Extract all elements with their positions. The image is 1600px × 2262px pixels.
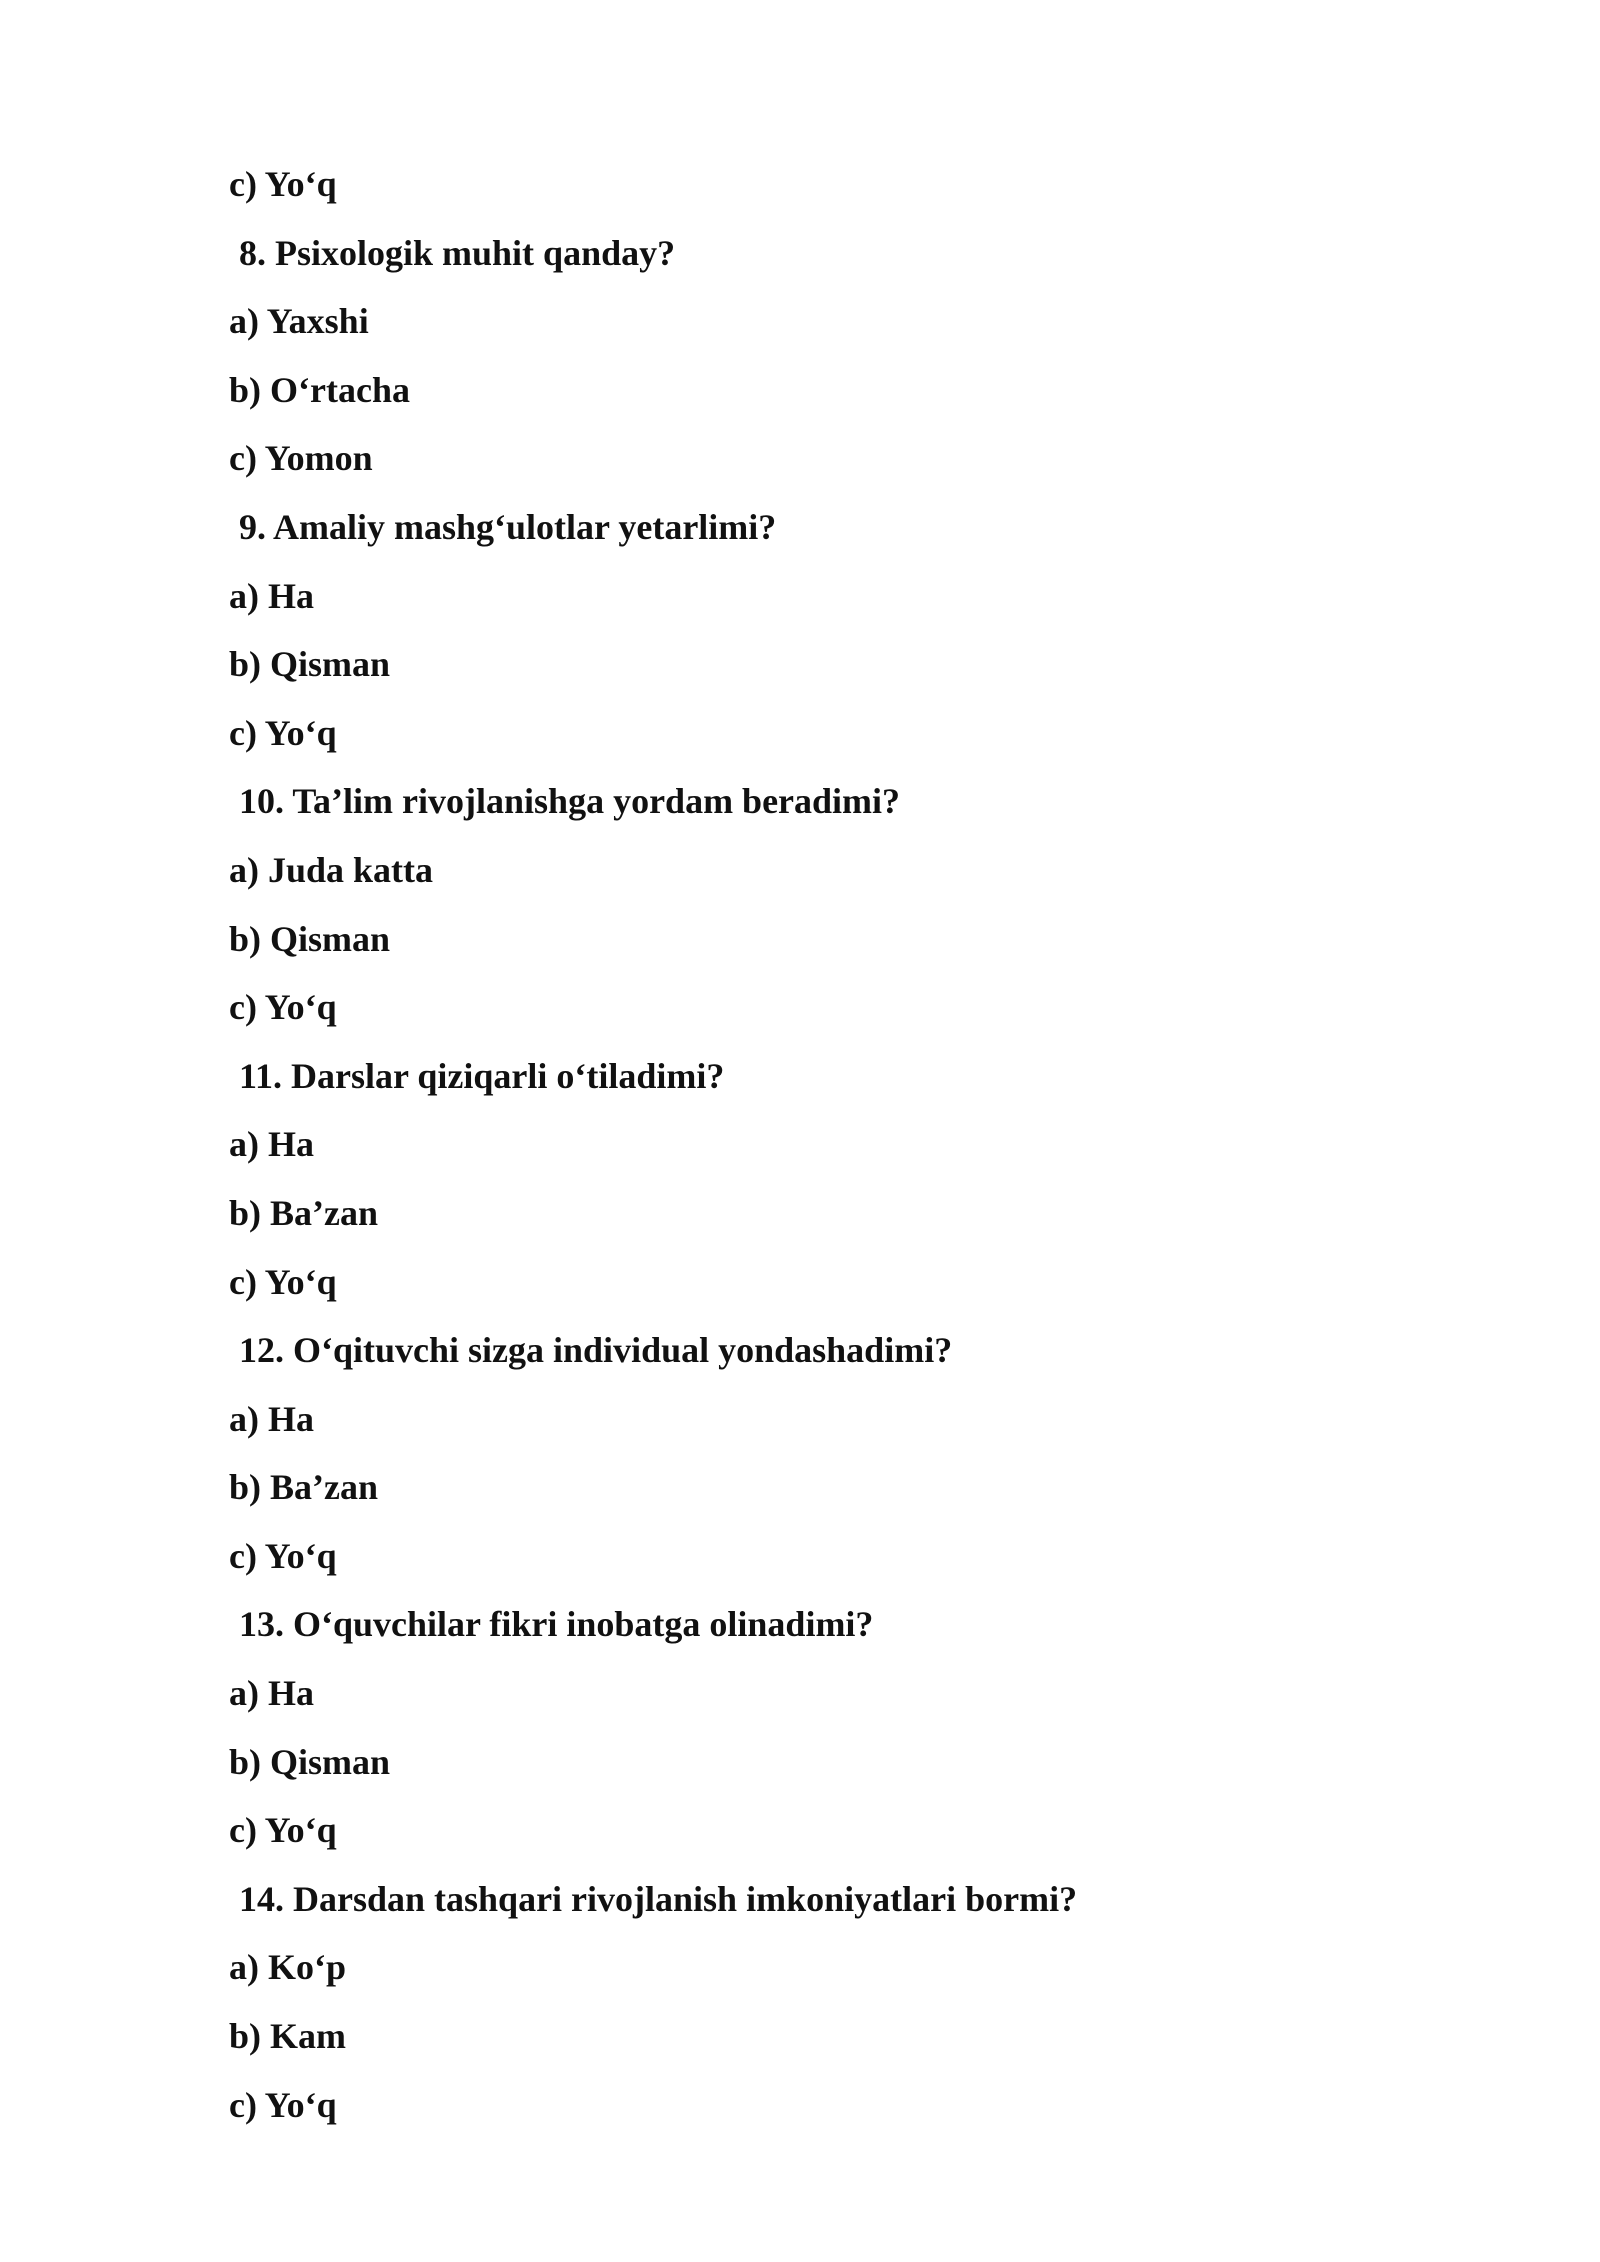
question-11: 11. Darslar qiziqarli o‘tiladimi?	[239, 1055, 725, 1096]
answer-option: a) Ha	[229, 1398, 314, 1439]
question-14: 14. Darsdan tashqari rivojlanish imkoniyatlari bormi?	[239, 1878, 1078, 1919]
answer-option: b) Ba’zan	[229, 1467, 379, 1508]
answer-option: c) Yo‘q	[229, 1810, 337, 1851]
answer-option: a) Ko‘p	[229, 1947, 346, 1988]
answer-option: c) Yo‘q	[229, 1535, 337, 1576]
answer-option: b) Ba’zan	[229, 1192, 379, 1233]
answer-option: c) Yo‘q	[229, 164, 337, 204]
question-12: 12. O‘qituvchi sizga individual yondashadimi?	[239, 1330, 953, 1371]
question-8: 8. Psixologik muhit qanday?	[239, 232, 676, 273]
answer-option: b) Qisman	[229, 644, 391, 685]
survey-content	[229, 150, 1429, 2139]
answer-option: a) Yaxshi	[229, 301, 369, 342]
answer-option: a) Ha	[229, 575, 314, 616]
answer-option: a) Ha	[229, 1124, 314, 1165]
question-10: 10. Ta’lim rivojlanishga yordam beradimi?	[239, 781, 901, 822]
answer-option: c) Yo‘q	[229, 987, 337, 1028]
answer-option: c) Yomon	[229, 438, 373, 479]
answer-option: c) Yo‘q	[229, 1261, 337, 1302]
answer-option: b) Kam	[229, 2016, 346, 2057]
answer-option: a) Juda katta	[229, 849, 434, 890]
answer-option: b) O‘rtacha	[229, 369, 410, 410]
answer-option: b) Qisman	[229, 1741, 391, 1782]
question-13: 13. O‘quvchilar fikri inobatga olinadimi?	[239, 1604, 874, 1645]
answer-option: c) Yo‘q	[229, 712, 337, 753]
answer-option: b) Qisman	[229, 918, 391, 959]
question-9: 9. Amaliy mashg‘ulotlar yetarlimi?	[239, 506, 777, 547]
answer-option: c) Yo‘q	[229, 2084, 337, 2125]
answer-option: a) Ha	[229, 1673, 314, 1714]
